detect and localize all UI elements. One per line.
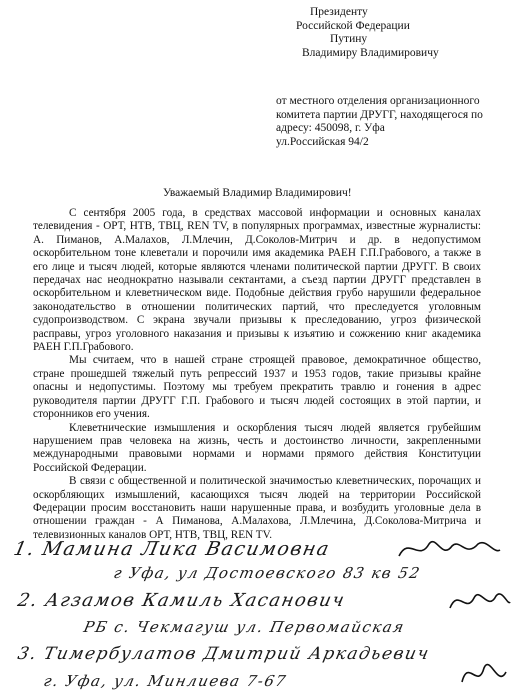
- body-paragraph: С сентября 2005 года, в средствах массовой информации и основных каналах телевидения - ОРТ, НТВ, ТВЦ, REN TV, в популярных программах, известные журналисты: А. Пиманов, А.Малахов, Л.Млечин, Д.Соколов-Митрич и др. в недопустимом оскорбительном тоне клеветали и порочили имя академика РАЕН Г.П.Грабового, а также в его лице и тысяч людей, которые являются членами политической партии ДРУГГ. В своих передачах нас неоднократно называли сектантами, а съезд партии ДРУГГ представлен в оскорбительном и клеветническом виде. Подобные действия грубо нарушили федеральное законодательство в отношении политических партий, что преследуется уголовным судопроизводством. С экрана звучали призывы к преследованию, угроз физической расправы, угроз уголовного наказания и призывы к изъятию и сожжению книг академика РАЕН Г.П.Грабового.: [33, 207, 481, 354]
- letter-body: [33, 207, 481, 542]
- addressee-line: Путину: [330, 33, 368, 45]
- signer-3-name: 3. Тимербулатов Дмитрий Аркадьевич: [15, 644, 432, 664]
- signer-3-address: г. Уфа, ул. Минлиева 7-67: [42, 672, 289, 690]
- addressee-line: Президенту: [310, 6, 368, 18]
- body-paragraph: Клеветнические измышления и оскорбления тысяч людей является грубейшим нарушением прав человека на жизнь, честь и достоинство личности, закрепленными международными правовыми нормами и нормами прямого действия Конституции Российской Федерации.: [33, 421, 481, 474]
- signer-2-name: 2. Агзамов Камиль Хасанович: [15, 590, 348, 611]
- signature-1-scribble: [394, 534, 504, 564]
- body-paragraph: В связи с общественной и политической значимостью клеветнических, порочащих и оскорбляющих измышлений, касающихся тысяч людей на территории Российской Федерации просим восстановить наши нарушенные права, и возбудить уголовные дела в отношении граждан - А Пиманова, А.Малахова, Л.Млечина, Д.Соколова-Митрича и телевизионных каналов ОРТ, НТВ, ТВЦ, REN TV.: [33, 475, 481, 541]
- addressee-line: Владимиру Владимировичу: [302, 46, 439, 59]
- body-paragraph: Мы считаем, что в нашей стране строящей правовое, демократичное общество, стране прошедшей тяжелый путь репрессий 1937 и 1953 годов, такие призывы крайне опасны и недопустимы. Поэтому мы требуем прекратить травлю и гонения в адрес руководителя партии ДРУГГ Г.П. Грабового и тысяч людей состоящих в этой партии, и сторонников его учения.: [33, 354, 481, 421]
- signature-2-scribble: [444, 584, 514, 618]
- addressee-block: [296, 6, 439, 60]
- sender-line: от местного отделения организационного: [276, 95, 480, 107]
- sender-block: [276, 95, 483, 149]
- salutation: Уважаемый Владимир Владимирович!: [163, 187, 352, 199]
- signature-3-scribble: [454, 652, 514, 696]
- sender-line: ул.Российская 94/2: [276, 135, 369, 148]
- signer-1-name: 1. Мамина Лика Васимовна: [11, 538, 333, 560]
- sender-line: адресу: 450098, г. Уфа: [276, 122, 385, 134]
- signer-2-address: РБ с. Чекмагуш ул. Первомайская: [82, 618, 407, 636]
- sender-line: комитета партии ДРУГГ, находящегося по: [276, 108, 483, 121]
- addressee-line: Российской Федерации: [296, 19, 410, 32]
- signer-1-address: г Уфа, ул Достоевского 83 кв 52: [112, 564, 423, 582]
- handwritten-signatures: [11, 534, 514, 698]
